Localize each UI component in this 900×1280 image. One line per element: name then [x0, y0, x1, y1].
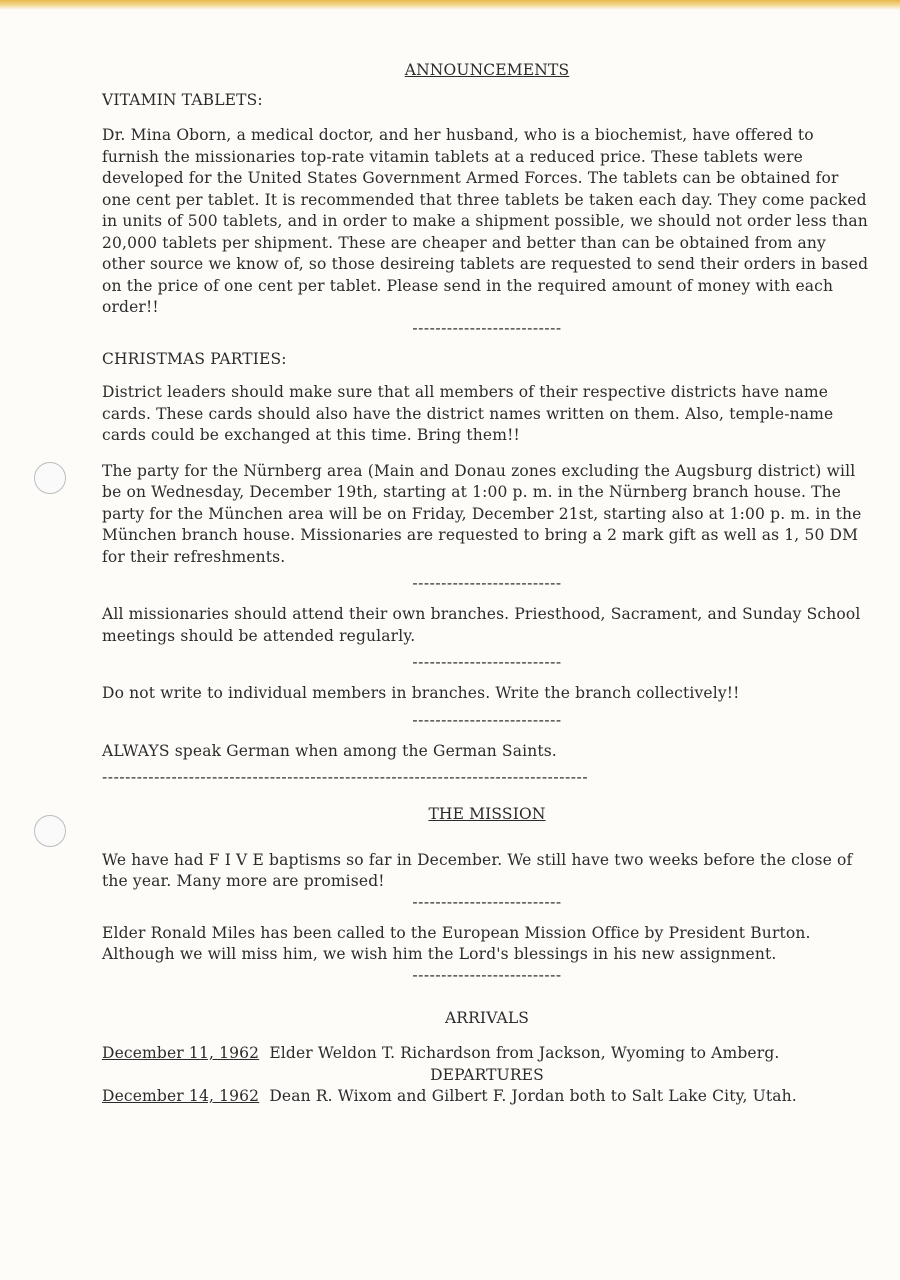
vitamin-heading: VITAMIN TABLETS: [102, 90, 263, 109]
mission-title: THE MISSION [428, 805, 546, 823]
departures-title: DEPARTURES [430, 1065, 544, 1084]
miles-note: Elder Ronald Miles has been called to the European Mission Office by President Burton. Although we will miss him, we wish him the Lord's blessings in his new assignment. [102, 923, 811, 963]
christmas-heading: CHRISTMAS PARTIES: [102, 349, 287, 368]
christmas-para-2: The party for the Nürnberg area (Main and Donau zones excluding the Augsburg district) will be on Wednesday, December 19th, starting at 1:00 p. m. in the Nürnberg branch house. The party for the München area will be on Friday, December 21st, starting also at 1:00 p. m. in the München branch house. Missionaries are requested to bring a 2 mark gift as well as 1, 50 DM for their refreshments. [102, 461, 862, 566]
branches-note: All missionaries should attend their own branches. Priesthood, Sacrament, and Sunday School meetings should be attended regularly. [102, 605, 861, 645]
long-separator: ------------------------------------------------------------------------------------ [102, 768, 589, 786]
arrival-date: December 11, 1962 [102, 1044, 260, 1062]
arrival-entry [102, 1043, 872, 1065]
page-top-edge [0, 0, 900, 10]
departure-text: Dean R. Wixom and Gilbert F. Jordan both to Salt Lake City, Utah. [269, 1087, 797, 1105]
binder-hole [34, 815, 66, 847]
arrivals-title: ARRIVALS [444, 1008, 530, 1027]
separator: -------------------------- [412, 653, 562, 671]
separator: -------------------------- [412, 710, 562, 729]
christmas-para-1: District leaders should make sure that all members of their respective districts have name cards. These cards should also have the district names written on them. Also, temple-name cards could be exchanged at this time. Bring them!! [102, 383, 834, 444]
arrival-text: Elder Weldon T. Richardson from Jackson, Wyoming to Amberg. [269, 1044, 780, 1062]
separator: -------------------------- [412, 892, 562, 911]
binder-hole [34, 462, 66, 494]
separator: -------------------------- [412, 318, 562, 337]
departure-date: December 14, 1962 [102, 1087, 260, 1105]
departure-entry [102, 1086, 872, 1108]
separator: -------------------------- [412, 965, 562, 984]
newsletter-page [102, 60, 872, 1108]
baptisms-note: We have had F I V E baptisms so far in December. We still have two weeks before the close of the year. Many more are promised! [102, 850, 853, 890]
german-note: ALWAYS speak German when among the German Saints. [102, 741, 557, 760]
announcements-title: ANNOUNCEMENTS [404, 61, 570, 79]
vitamin-body: Dr. Mina Oborn, a medical doctor, and her husband, who is a biochemist, have offered to furnish the missionaries top-rate vitamin tablets at a reduced price. These tablets were developed for the United States Government Armed Forces. The tablets can be obtained for one cent per tablet. It is recommended that three tablets be taken each day. They come packed in units of 500 tablets, and in order to make a shipment possible, we should not order less than 20,000 tablets per shipment. These are cheaper and better than can be obtained from any other source we know of, so those desireing tablets are requested to send their orders in based on the price of one cent per tablet. Please send in the required amount of money with each order!! [102, 126, 869, 316]
separator: -------------------------- [412, 574, 562, 592]
write-note: Do not write to individual members in branches. Write the branch collectively!! [102, 684, 740, 702]
